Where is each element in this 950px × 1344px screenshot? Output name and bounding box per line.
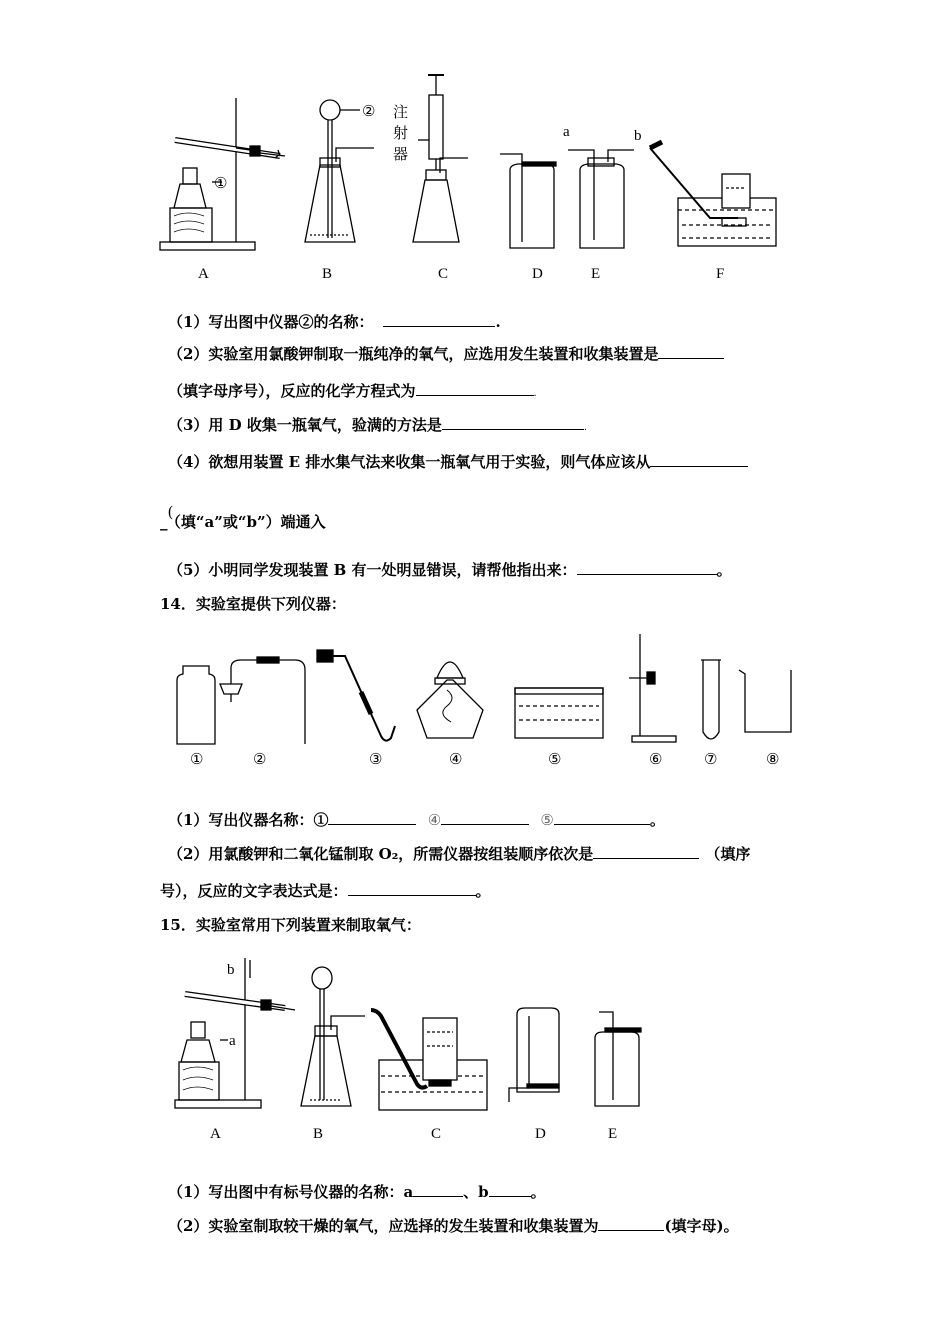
- setup-e-jar: [595, 1012, 641, 1106]
- apparatus-figure-1: [150, 70, 800, 290]
- answer-blank[interactable]: [577, 560, 717, 575]
- label-E-2: E: [608, 1126, 618, 1142]
- mark-a-2: a: [229, 1033, 236, 1049]
- instrument-6-iron-stand: [629, 634, 676, 742]
- q13-part2-continued: （填字母序号），反应的化学方程式为 .: [168, 382, 537, 400]
- setup-d-jar: [509, 1008, 559, 1102]
- apparatus-d-gas-jar: [500, 154, 556, 248]
- q13-part2: （2）实验室用氯酸钾制取一瓶纯净的氧气，应选用发生装置和收集装置是: [168, 344, 724, 364]
- apparatus-figure-2: [165, 630, 815, 775]
- label-A-2: A: [210, 1126, 221, 1142]
- q14-title: 14．实验室提供下列仪器：: [160, 595, 346, 613]
- apparatus-c-syringe-flask: [413, 75, 468, 242]
- syringe-char-3: 器: [393, 145, 409, 163]
- mark-1: ①: [214, 176, 228, 192]
- answer-blank[interactable]: [554, 810, 650, 825]
- label-3: ③: [369, 752, 383, 768]
- apparatus-figure-3: [165, 950, 665, 1150]
- answer-blank[interactable]: [489, 1182, 531, 1197]
- label-C-2: C: [431, 1126, 442, 1142]
- answer-blank[interactable]: [598, 1216, 664, 1231]
- syringe-char-1: 注: [393, 103, 409, 121]
- answer-blank[interactable]: [442, 415, 584, 430]
- instrument-2-stopper-tube: [220, 657, 305, 744]
- label-B-2: B: [313, 1126, 324, 1142]
- answer-blank[interactable]: [383, 312, 495, 327]
- instrument-8-beaker: [739, 670, 791, 732]
- label-6: ⑥: [649, 752, 663, 768]
- apparatus-e-bottle: [568, 150, 634, 248]
- label-8: ⑧: [766, 752, 780, 768]
- q15-title: 15．实验室常用下列装置来制取氧气：: [160, 916, 421, 934]
- instrument-1-jar: [177, 666, 215, 744]
- label-D-2: D: [535, 1126, 546, 1142]
- instrument-4-alcohol-lamp: [417, 662, 483, 738]
- label-F: F: [716, 266, 725, 282]
- syringe-char-2: 射: [393, 124, 409, 142]
- q14-part2-continued: 号），反应的文字表达式是： 。: [160, 882, 491, 900]
- setup-c-trough: [371, 1010, 487, 1110]
- instrument-3-bent-tube: [317, 650, 395, 741]
- label-5: ⑤: [548, 752, 562, 768]
- answer-blank[interactable]: [348, 881, 476, 896]
- apparatus-f-trough: [650, 142, 776, 246]
- mark-a: a: [563, 124, 570, 140]
- q14-part1: （1）写出仪器名称：① ④ ⑤ 。: [168, 811, 665, 829]
- label-4: ④: [449, 752, 463, 768]
- answer-blank[interactable]: [650, 452, 748, 467]
- answer-blank[interactable]: [441, 810, 529, 825]
- q13-part1: （1）写出图中仪器②的名称： .: [168, 313, 501, 331]
- mark-b-2: b: [227, 962, 235, 978]
- label-B: B: [322, 266, 333, 282]
- q14-part2: （2）用氯酸钾和二氧化锰制取 O₂，所需仪器按组装顺序依次是 （填序: [168, 845, 751, 863]
- answer-blank[interactable]: [328, 810, 416, 825]
- instrument-7-test-tube: [701, 660, 721, 739]
- setup-b-flask: [301, 967, 365, 1106]
- q13-part5: （5）小明同学发现装置 B 有一处明显错误，请帮他指出来： 。: [168, 561, 732, 579]
- label-1: ①: [190, 752, 204, 768]
- mark-b: b: [634, 128, 642, 144]
- label-7: ⑦: [704, 752, 718, 768]
- label-A: A: [198, 266, 209, 282]
- mark-2: ②: [362, 104, 376, 120]
- label-C: C: [438, 266, 449, 282]
- q13-part4-continued: _(（填“a”或“b”）端通入: [160, 503, 326, 531]
- apparatus-a-heating: [160, 98, 285, 250]
- label-2: ②: [253, 752, 267, 768]
- q13-part4: （4）欲想用装置 E 排水集气法来收集一瓶氧气用于实验，则气体应该从: [168, 452, 748, 472]
- answer-blank[interactable]: [416, 381, 534, 396]
- answer-blank[interactable]: [658, 344, 724, 359]
- q13-part3: （3）用 D 收集一瓶氧气，验满的方法是 .: [168, 416, 588, 434]
- answer-blank[interactable]: [593, 844, 699, 859]
- apparatus-b-flask: [305, 100, 374, 242]
- q15-part2: （2）实验室制取较干燥的氧气，应选择的发生装置和收集装置为 (填字母)。: [168, 1217, 739, 1235]
- label-E: E: [591, 266, 601, 282]
- instrument-5-trough: [515, 688, 603, 738]
- q15-part1: （1）写出图中有标号仪器的名称：a 、b 。: [168, 1183, 546, 1201]
- answer-blank[interactable]: [413, 1182, 463, 1197]
- label-D: D: [532, 266, 543, 282]
